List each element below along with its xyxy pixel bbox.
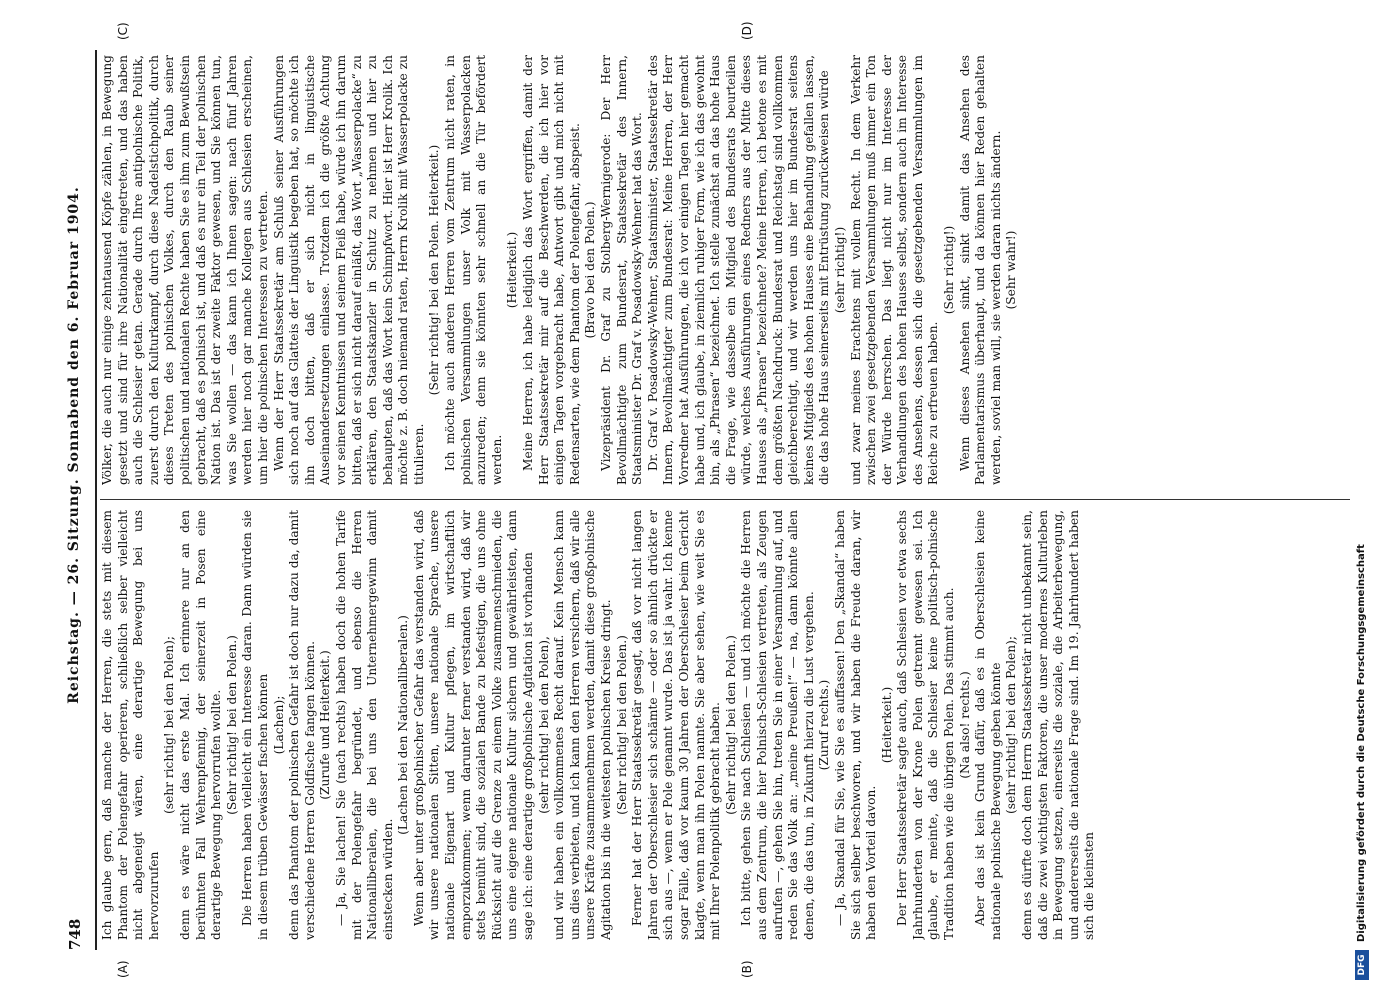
interjection: (Zurufe und Heiterkeit.): [318, 650, 333, 800]
interjection: (sehr richtig! bei den Polen);: [1004, 636, 1019, 814]
interjection: (Sehr richtig! bei den Polen.): [723, 635, 738, 815]
right-text-column: [100, 55, 1350, 485]
header-rule: [95, 50, 97, 950]
interjection: (Lachen bei den Nationalliberalen.): [396, 615, 411, 835]
paragraph: Wenn der Herr Staatssekretär am Schluß seiner Ausführungen sich noch auf das Glatteis der Linguistik begeben hat, so möchte ich ihn doch bitten, daß er sich nicht in linguistische Auseinandersetzungen einlasse. Trotzdem ich die größte Achtung vor seinen Kenntnissen und seinem Fleiß habe, würde ich ihn darum bitten, daß er sich nicht darauf einläßt, das Wort „Wasserpolacke“ zu erklären, den Staatskanzler in Schutz zu nehmen und hier zu behaupten, daß das Wort kein Schimpfwort. Hier ist Herr Krolik. Ich möchte z. B. doch niemand raten, Herrn Krolik mit Wasserpolacke zu titulieren.: [271, 55, 426, 485]
funding-stamp: [1353, 20, 1373, 980]
column-divider: [100, 499, 1350, 500]
interjection: (Heiterkeit.): [505, 231, 520, 309]
margin-marker-b: (B): [740, 960, 754, 978]
paragraph: Die Herren haben vielleicht ein Interesse daran. Dann würden sie in diesem trüben Gewässer fischen können: [240, 510, 270, 940]
running-title: Reichstag. — 26. Sitzung. Sonnabend den 6. Februar 1904.: [66, 186, 82, 704]
dfg-logo: DFG: [1355, 950, 1369, 980]
paragraph: Ich möchte auch anderen Herren vom Zentrum nicht raten, in polnischen Versammlungen unser Volk mit Wasserpolacken anzureden; denn sie könnten sehr schnell an die Tür befördert werden.: [443, 55, 504, 485]
paragraph: Der Herr Staatssekretär sagte auch, daß Schlesien vor etwa sechs Jahrhunderten von der Krone Polen getrennt gewesen sei. Ich glaube, er meinte, daß die Schlesier keine politisch-polnische Tradition haben wie die übrigen Polen. Das stimmt auch.: [895, 510, 957, 940]
interjection: (sehr richtig! bei den Polen),: [536, 636, 551, 814]
paragraph: Meine Herren, ich habe lediglich das Wort ergriffen, damit der Herr Staatssekretär mir auf die Beschwerden, die ich hier vor einigen Tagen vorgebracht habe, Antwort gibt und mich nicht mit Redensarten, wie dem Phantom der Polengefahr, abspeist.: [521, 55, 582, 485]
speaker-paragraph: Vizepräsident Dr. Graf zu Stolberg-Wernigerode: Der Herr Bevollmächtigte zum Bundesrat, Staatssekretär des Innern, Staatsminister Dr. Graf v. Posadowsky-Wehner hat das Wort.: [599, 55, 645, 485]
paragraph: Wenn aber unter großpolnischer Gefahr das verstanden wird, daß wir unsere nationalen Sitten, unsere nationale Sprache, unsere nationale Eigenart und Kultur pflegen, im wirtschaftlich emporzukommen; wenn darunter ferner verstanden wird, daß wir stets bemüht sind, die sozialen Bande zu befestigen, die uns ohne Rücksicht auf die Grenze zu einem Volke zusammenschmieden, die uns eine eigene nationale Kultur sichern und gewährleisten, dann sage ich: eine derartige großpolnische Agitation ist vorhanden: [411, 510, 536, 940]
paragraph: denn das Phantom der polnischen Gefahr ist doch nur dazu da, damit verschiedene Herren Goldfische fangen können.: [287, 510, 317, 940]
interjection: (Bravo bei den Polen.): [583, 201, 598, 339]
paragraph: Wenn dieses Ansehen sinkt, sinkt damit das Ansehen des Parlamentarismus überhaupt, und da können hier Reden gehalten werden, soviel man will, sie werden daran nichts ändern.: [957, 55, 1003, 485]
interjection: (Na also! rechts.): [957, 671, 972, 779]
interjection: (Sehr wahr!): [1004, 230, 1019, 310]
paragraph: Ich glaube gern, daß manche der Herren, die stets mit diesem Phantom der Polengefahr operieren, schließlich selber vielleicht nicht abgeneigt wären, eine derartige Bewegung bei uns hervorzurufen: [100, 510, 161, 940]
funding-note: Digitalisierung gefördert durch die Deutsche Forschungsgemeinschaft: [1356, 544, 1367, 942]
interjection: (Lachen);: [271, 695, 286, 755]
paragraph: Aber das ist kein Grund dafür, daß es in Oberschlesien keine nationale polnische Bewegung geben könnte: [973, 510, 1003, 940]
interjection: (sehr richtig!): [832, 226, 847, 314]
interjection: (Zuruf rechts.): [817, 679, 832, 771]
paragraph: und zwar meines Erachtens mit vollem Recht. In dem Verkehr zwischen zwei gesetzgebenden Versammlungen muß immer ein Ton der Würde herrschen. Das liegt nicht nur im Interesse der Verhandlungen des hohen Hauses selbst, sondern auch im Interesse des Ansehens, dessen sich die gesetzgebenden Versammlungen im Reiche zu erfreuen haben.: [848, 55, 941, 485]
margin-marker-d: (D): [740, 21, 754, 40]
page-number: 748: [66, 918, 84, 950]
speaker-paragraph: Dr. Graf v. Posadowsky-Wehner, Staatsminister, Staatssekretär des Innern, Bevollmächtigter zum Bundesrat: Meine Herren, der Herr Vorredner hat Ausführungen, die ich vor einigen Tagen hier gemacht habe und, ich glaube, in ziemlich ruhiger Form, wie ich das gewohnt bin, als „Phrasen“ bezeichnet. Ich stelle zunächst an das hohe Haus die Frage, wie dasselbe ein Mitglied des Bundesrats beurteilen würde, welches Ausführungen eines Redners aus der Mitte dieses Hauses als „Phrasen“ bezeichnete? Meine Herren, ich betone es mit dem größten Nachdruck: Bundesrat und Reichstag sind vollkommen gleichberechtigt, und wir werden uns hier im Bundesrat seitens keines Mitglieds des hohen Hauses eine Behandlung gefallen lassen, die das hohe Haus seinerseits mit Entrüstung zurückweisen würde: [645, 55, 832, 485]
paragraph: denn es wäre nicht das erste Mal. Ich erinnere nur an den berühmten Fall Wehrenpfennig, der seinerzeit in Posen eine derartige Bewegung hervorrufen wollte.: [177, 510, 224, 940]
paragraph: Ferner hat der Herr Staatssekretär gesagt, daß vor nicht langen Jahren der Oberschlesier sich schämte — oder so ähnlich drückte er sich aus —, wenn er Pole genannt wurde. Das ist ja wahr. Ich kenne sogar Fälle, daß vor kaum 30 Jahren der Oberschlesier beim Gericht klagte, wenn man ihn Polen nannte. Sie aber sehen, wie weit Sie es mit Ihrer Polenpolitik gebracht haben.: [630, 510, 723, 940]
margin-marker-c: (C): [116, 22, 130, 40]
page-header: [62, 50, 90, 950]
paragraph: Völker, die auch nur einige zehntausend Köpfe zählen, in Bewegung gesetzt und sind für ihre Nationalität eingetreten, und das haben auch die Schlesier getan. Gerade durch Ihre antipolnische Politik, zuerst durch den Kulturkampf, durch diese Nadelstichpolitik, durch dieses Treten des polnischen Volkes, durch den Raub seiner politischen und nationalen Rechte haben Sie es ihm zum Bewußtsein gebracht, daß es polnisch ist, und daß es nur ein Teil der polnischen Nation ist. Das ist der zweite Faktor gewesen, und Sie können tun, was Sie wollen — das kann ich Ihnen sagen: nach fünf Jahren werden hier noch gar manche Kollegen aus Schlesien erscheinen, um hier die polnischen Interessen zu vertreten.: [100, 55, 270, 485]
paragraph: und wir haben ein vollkommenes Recht darauf. Kein Mensch kann uns dies verbieten, und ich kann den Herren versichern, daß wir alle unsere Kräfte zusammennehmen werden, damit diese großpolnische Agitation bis in die weitesten polnischen Kreise dringt.: [552, 510, 613, 940]
left-text-column: [100, 510, 1350, 940]
interjection: (Sehr richtig!): [942, 225, 957, 315]
paragraph: — Ja, Sie lachen! Sie (nach rechts) haben doch die hohen Tarife mit der Polengefahr begründet, und ebenso die Herren Nationalliberalen, die bei uns den Unternehmergewinn damit einstecken würden.: [333, 510, 395, 940]
interjection: (Sehr richtig! bei den Polen.): [224, 635, 239, 815]
paragraph: Ich bitte, gehen Sie nach Schlesien — und ich möchte die Herren aus dem Zentrum, die hier Polnisch-Schlesien vertreten, als Zeugen aufrufen —, gehen Sie hin, treten Sie in einer Versammlung auf, und reden Sie das Volk an: „meine Preußen!“ — na, dann könnte allen denen, die das tun, in Zukunft hierzu die Lust vergehen.: [739, 510, 816, 940]
interjection: (sehr richtig! bei den Polen);: [162, 636, 177, 814]
interjection: (Heiterkeit.): [879, 686, 894, 764]
paragraph: denn es dürfte doch dem Herrn Staatssekretär nicht unbekannt sein, daß die zwei wichtigsten Faktoren, die unser modernes Kulturleben in Bewegung setzen, einerseits die soziale, die Arbeiterbewegung, und andererseits die nationale Frage sind. Im 19. Jahrhundert haben sich die kleinsten: [1020, 510, 1097, 940]
interjection: (Sehr richtig! bei den Polen.): [614, 635, 629, 815]
paragraph: — Ja, Skandal für Sie, wie Sie es auffassen! Den „Skandal“ haben Sie sich selber beschworen, und wir haben die Freude daran, wir haben den Vorteil davon.: [832, 510, 879, 940]
interjection: (Sehr richtig! bei den Polen. Heiterkeit.): [427, 144, 442, 396]
margin-marker-a: (A): [116, 960, 130, 978]
